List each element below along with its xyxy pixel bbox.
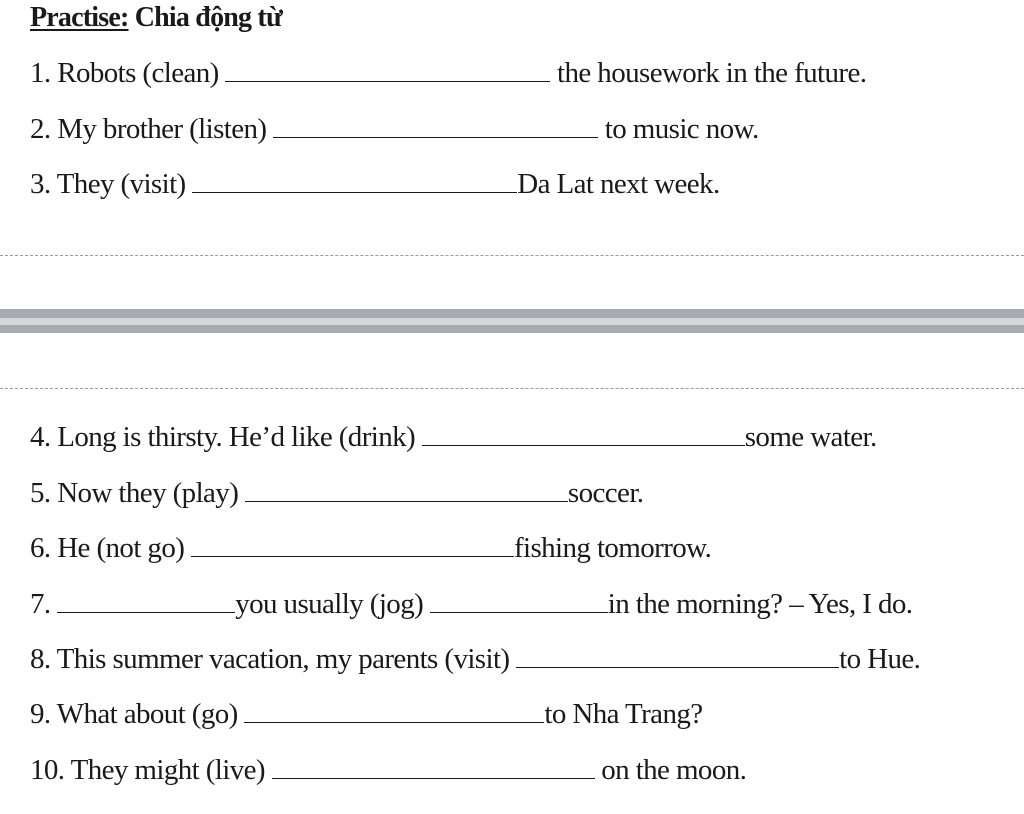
exercise-3 bbox=[30, 167, 720, 201]
exercise-prompt: 1. Robots (clean) bbox=[30, 57, 226, 89]
answer-blank[interactable] bbox=[192, 170, 517, 193]
exercise-continuation: some water. bbox=[744, 421, 877, 453]
exercise-prompt: 5. Now they (play) bbox=[30, 477, 245, 509]
exercise-middle: you usually (jog) bbox=[235, 588, 430, 620]
practise-label: Practise: bbox=[30, 2, 129, 33]
exercise-continuation: Da Lat next week. bbox=[517, 168, 720, 200]
exercise-prompt: 9. What about (go) bbox=[30, 698, 245, 730]
answer-blank[interactable] bbox=[245, 479, 568, 502]
answer-blank[interactable] bbox=[191, 534, 514, 557]
exercise-10 bbox=[30, 753, 746, 787]
worksheet-title bbox=[30, 2, 282, 34]
exercise-continuation: to Nha Trang? bbox=[544, 698, 703, 730]
exercise-5 bbox=[30, 476, 643, 510]
exercise-7 bbox=[30, 587, 912, 621]
exercise-continuation: fishing tomorrow. bbox=[513, 532, 712, 564]
page-separator bbox=[0, 309, 1024, 318]
exercise-prompt: 3. They (visit) bbox=[30, 168, 193, 200]
exercise-prompt: 7. bbox=[30, 588, 58, 620]
answer-blank-2[interactable] bbox=[430, 590, 608, 613]
exercise-continuation: in the morning? – Yes, I do. bbox=[607, 588, 913, 620]
exercise-2 bbox=[30, 112, 759, 146]
exercise-prompt: 10. They might (live) bbox=[30, 754, 272, 786]
exercise-continuation: to Hue. bbox=[839, 643, 921, 675]
exercise-prompt: 8. This summer vacation, my parents (visit) bbox=[30, 643, 517, 675]
page-separator-light bbox=[0, 318, 1024, 325]
exercise-8 bbox=[30, 642, 920, 676]
exercise-continuation: soccer. bbox=[567, 477, 644, 509]
exercise-9 bbox=[30, 697, 703, 731]
answer-blank[interactable] bbox=[422, 423, 745, 446]
exercise-prompt: 2. My brother (listen) bbox=[30, 113, 274, 145]
page-edge-top bbox=[0, 255, 1024, 256]
exercise-continuation: to music now. bbox=[598, 113, 759, 145]
exercise-1 bbox=[30, 56, 866, 90]
answer-blank[interactable] bbox=[272, 756, 595, 779]
answer-blank-1[interactable] bbox=[57, 590, 235, 613]
exercise-4 bbox=[30, 420, 877, 454]
exercise-continuation: on the moon. bbox=[594, 754, 747, 786]
title-text: Chia động từ bbox=[134, 2, 282, 33]
answer-blank[interactable] bbox=[516, 645, 839, 668]
exercise-prompt: 4. Long is thirsty. He’d like (drink) bbox=[30, 421, 422, 453]
exercise-continuation: the housework in the future. bbox=[550, 57, 867, 89]
exercise-6 bbox=[30, 531, 711, 565]
answer-blank[interactable] bbox=[273, 115, 598, 138]
answer-blank[interactable] bbox=[244, 700, 544, 723]
page-separator-lower bbox=[0, 325, 1024, 333]
page-edge-bottom bbox=[0, 388, 1024, 389]
answer-blank[interactable] bbox=[225, 59, 550, 82]
exercise-prompt: 6. He (not go) bbox=[30, 532, 191, 564]
